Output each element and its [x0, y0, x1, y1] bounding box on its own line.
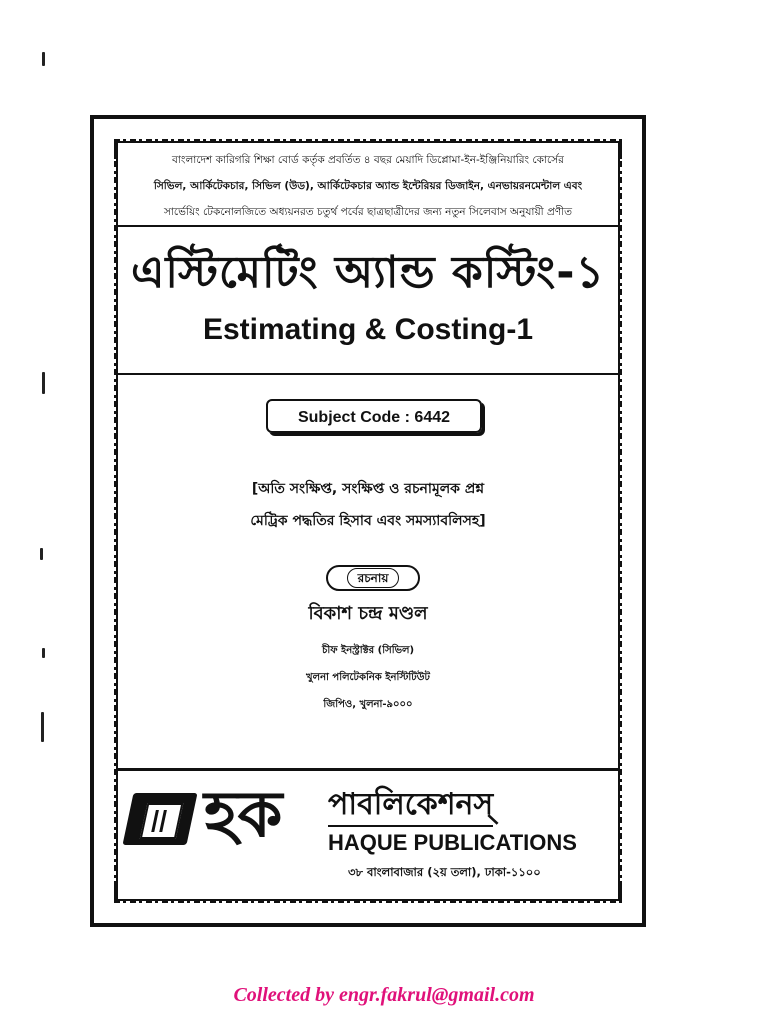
- book-page-icon: [140, 803, 184, 839]
- scan-mark: [42, 648, 45, 658]
- intro-line-3: সার্ভেয়িং টেকনোলজিতে অধ্যয়নরত চতুর্থ পর্বের ছাত্রছাত্রীদের জন্য নতুন সিলেবাস অনুযায়ী প্রণীত: [163, 206, 573, 218]
- byline-label: রচনায়: [347, 568, 400, 588]
- publisher-block: [118, 768, 618, 899]
- title-english: Estimating & Costing-1: [202, 313, 533, 346]
- author-address: জিপিও, খুলনা-৯০০০: [323, 699, 413, 710]
- intro-line-2: সিভিল, আর্কিটেকচার, সিভিল (উড), আর্কিটেকচার অ্যান্ড ইন্টেরিয়র ডিজাইন, এনভায়রনমেন্টাল এবং: [153, 180, 583, 192]
- author-affiliation: [118, 637, 618, 718]
- publisher-address: ৩৮ বাংলাবাজার (২য় তলা), ঢাকা-১১০০: [348, 865, 541, 879]
- question-types-line-2: মেট্রিক পদ্ধতির হিসাব এবং সমস্যাবলিসহ]: [250, 513, 486, 529]
- publisher-name-bengali: পাবলিকেশনস্: [328, 785, 493, 827]
- curriculum-intro: [118, 143, 618, 227]
- author-institute: খুলনা পলিটেকনিক ইনস্টিটিউট: [306, 672, 430, 683]
- subject-code-badge: Subject Code : 6442: [266, 399, 482, 433]
- scan-mark: [42, 372, 45, 394]
- title-block: [118, 227, 618, 375]
- scan-mark: [41, 712, 44, 742]
- question-types: [118, 473, 618, 537]
- scan-mark: [42, 52, 45, 66]
- question-types-line-1: [অতি সংক্ষিপ্ত, সংক্ষিপ্ত ও রচনামূলক প্রশ্ন: [251, 481, 485, 497]
- publisher-logo-book-icon: [122, 793, 197, 845]
- book-cover: [90, 115, 646, 927]
- publisher-name-english: HAQUE PUBLICATIONS: [328, 830, 577, 855]
- title-bengali: এস্টিমেটিং অ্যান্ড কস্টিং-১: [130, 247, 606, 298]
- scan-mark: [40, 548, 43, 560]
- author-designation: চীফ ইনস্ট্রাক্টর (সিভিল): [321, 645, 415, 656]
- byline-badge: [326, 565, 420, 591]
- collector-credit: Collected by engr.fakrul@gmail.com: [233, 984, 535, 1006]
- author-name: বিকাশ চন্দ্র মণ্ডল: [308, 603, 428, 624]
- intro-line-1: বাংলাদেশ কারিগরি শিক্ষা বোর্ড কর্তৃক প্রবর্তিত ৪ বছর মেয়াদি ডিপ্লোমা-ইন-ইঞ্জিনিয়ারিং কোর্সের: [172, 154, 564, 166]
- cover-inner: [116, 141, 620, 901]
- publisher-name-big: হক: [204, 778, 283, 852]
